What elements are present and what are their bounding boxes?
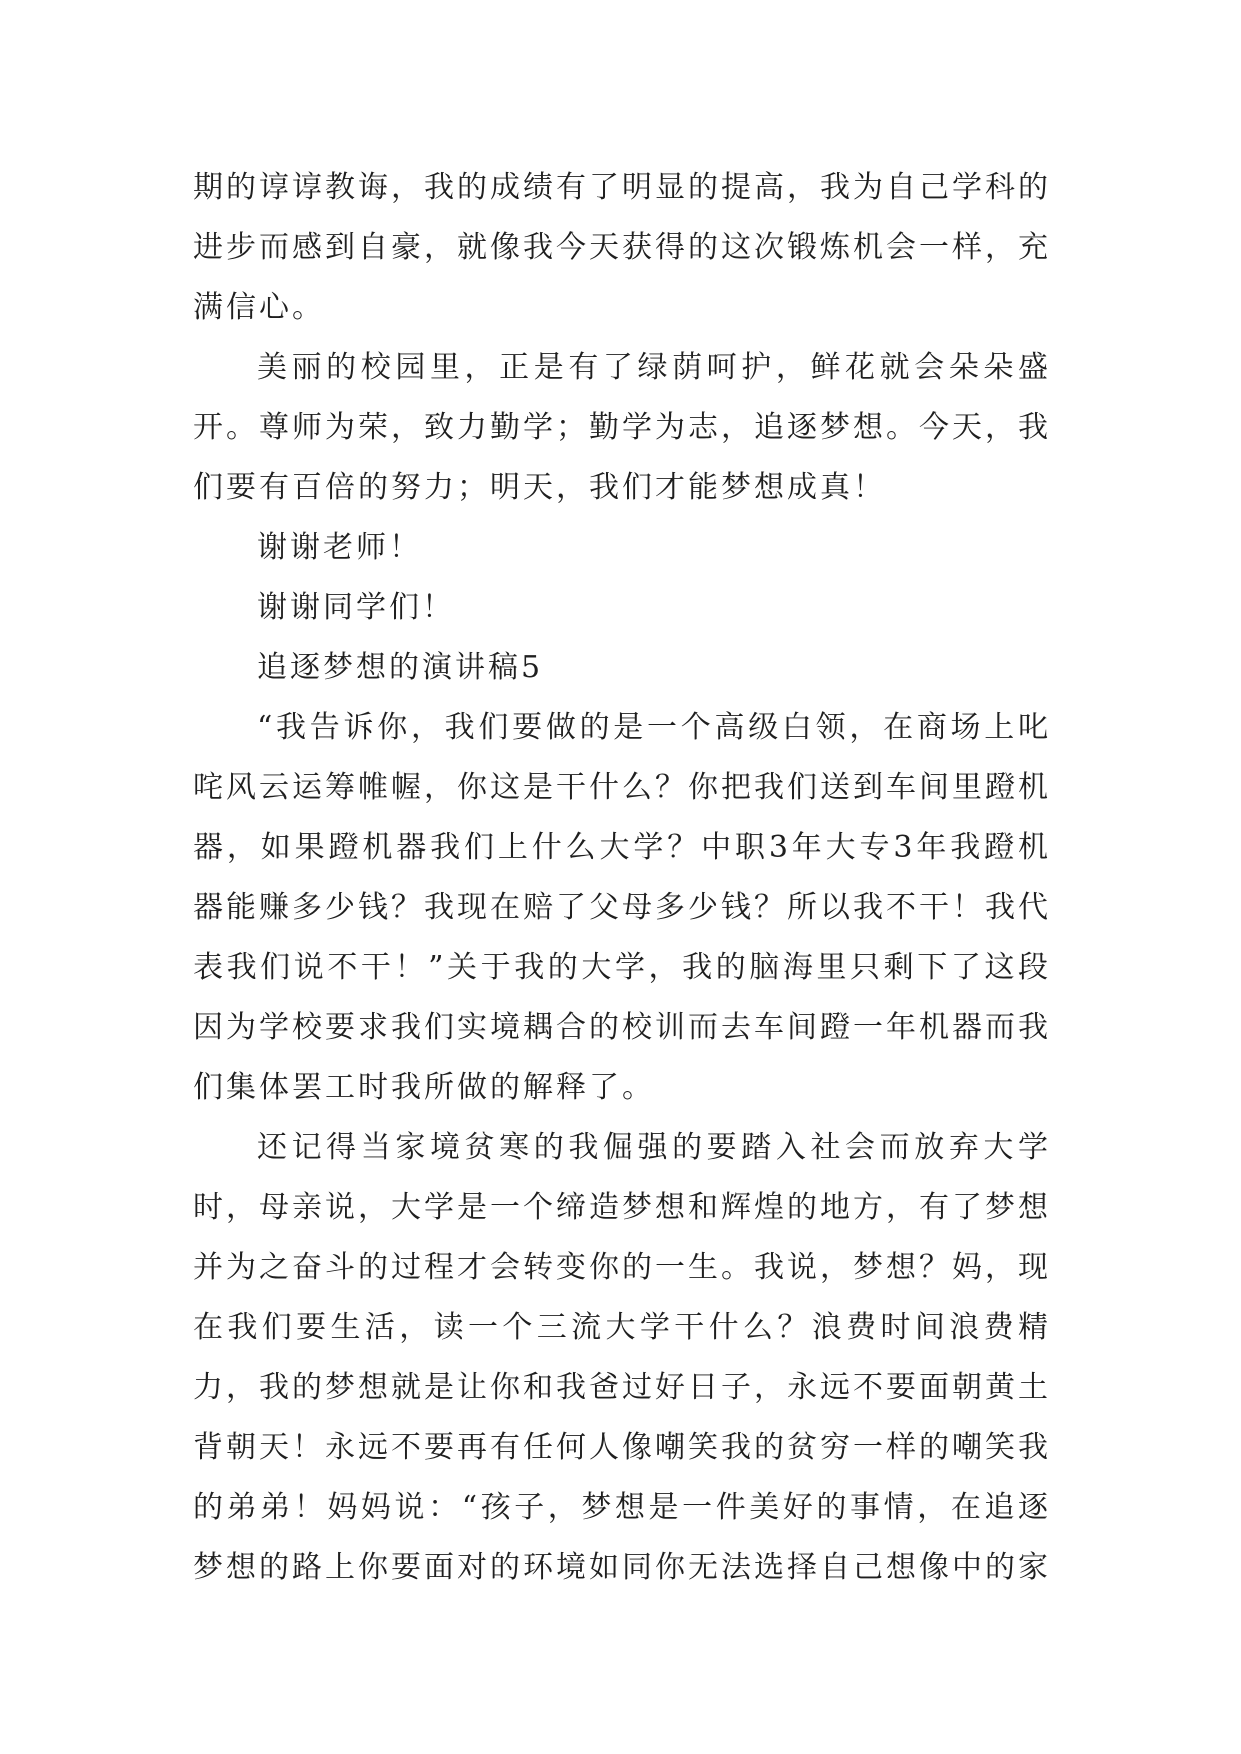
paragraph-campus-dream: 美丽的校园里，正是有了绿荫呵护，鲜花就会朵朵盛开。尊师为荣，致力勤学；勤学为志，追逐梦想。今天，我们要有百倍的努力；明天，我们才能梦想成真！ [193,350,1051,505]
paragraph-thanks-classmates: 谢谢同学们！ [257,590,455,625]
paragraph-thanks-teachers: 谢谢老师！ [257,530,422,565]
document-page [193,158,1051,1598]
paragraph-mother-dialogue: 还记得当家境贫寒的我倔强的要踏入社会而放弃大学时，母亲说，大学是一个缔造梦想和辉煌的地方，有了梦想并为之奋斗的过程才会转变你的一生。我说，梦想？妈，现在我们要生活，读一个三流大学干什么？浪费时间浪费精力，我的梦想就是让你和我爸过好日子，永远不要面朝黄土背朝天！永远不要再有任何人像嘲笑我的贫穷一样的嘲笑我的弟弟！妈妈说：“孩子，梦想是一件美好的事情，在追逐梦想的路上你要面对的环境如同你无法选择自己想像中的家 [193,1130,1051,1585]
paragraph-study-progress: 期的谆谆教诲，我的成绩有了明显的提高，我为自己学科的进步而感到自豪，就像我今天获得的这次锻炼机会一样，充满信心。 [193,170,1051,325]
section-heading: 追逐梦想的演讲稿5 [257,650,544,685]
paragraph-strike-quote: “我告诉你，我们要做的是一个高级白领，在商场上叱咤风云运筹帷幄，你这是干什么？你把我们送到车间里蹬机器，如果蹬机器我们上什么大学？中职3年大专3年我蹬机器能赚多少钱？我现在赔了父母多少钱？所以我不干！我代表我们说不干！”关于我的大学，我的脑海里只剩下了这段因为学校要求我们实境耦合的校训而去车间蹬一年机器而我们集体罢工时我所做的解释了。 [193,710,1051,1105]
